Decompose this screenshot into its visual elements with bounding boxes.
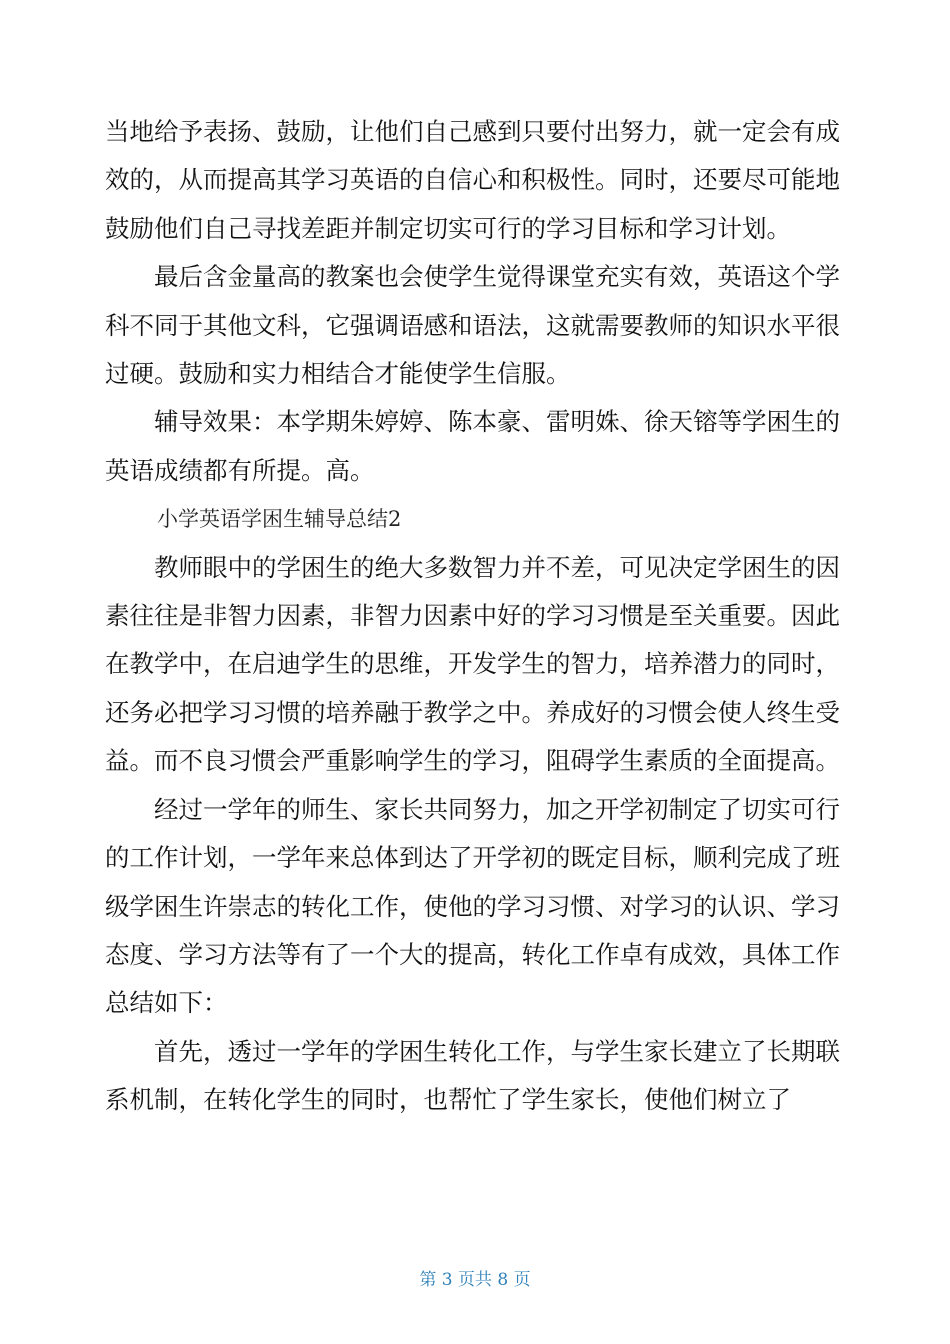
paragraph-4: 教师眼中的学困生的绝大多数智力并不差，可见决定学困生的因素往往是非智力因素，非智力因素中好的学习习惯是至关重要。因此在教学中，在启迪学生的思维，开发学生的智力，培养潜力的同时，还务必把学习习惯的培养融于教学之中。养成好的习惯会使人终生受益。而不良习惯会严重影响学生的学习，阻碍学生素质的全面提高。 [105,552,840,776]
document-body [105,108,840,1125]
paragraph-6: 首先，透过一学年的学困生转化工作，与学生家长建立了长期联系机制，在转化学生的同时，也帮忙了学生家长，使他们树立了 [105,1036,840,1115]
paragraph-5: 经过一学年的师生、家长共同努力，加之开学初制定了切实可行的工作计划，一学年来总体到达了开学初的既定目标，顺利完成了班级学困生许崇志的转化工作，使他的学习习惯、对学习的认识、学习态度、学习方法等有了一个大的提高，转化工作卓有成效，具体工作总结如下： [105,794,840,1018]
paragraph-1: 当地给予表扬、鼓励，让他们自己感到只要付出努力，就一定会有成效的，从而提高其学习英语的自信心和积极性。同时，还要尽可能地鼓励他们自己寻找差距并制定切实可行的学习目标和学习计划。 [105,117,840,243]
page-number-footer: 第 3 页共 8 页 [419,1270,531,1290]
section-title: 小学英语学困生辅导总结2 [157,507,402,532]
paragraph-2: 最后含金量高的教案也会使学生觉得课堂充实有效，英语这个学科不同于其他文科，它强调语感和语法，这就需要教师的知识水平很过硬。鼓励和实力相结合才能使学生信服。 [105,262,840,389]
paragraph-3: 辅导效果：本学期朱婷婷、陈本豪、雷明姝、徐天镕等学困生的英语成绩都有所提。高。 [105,407,840,485]
